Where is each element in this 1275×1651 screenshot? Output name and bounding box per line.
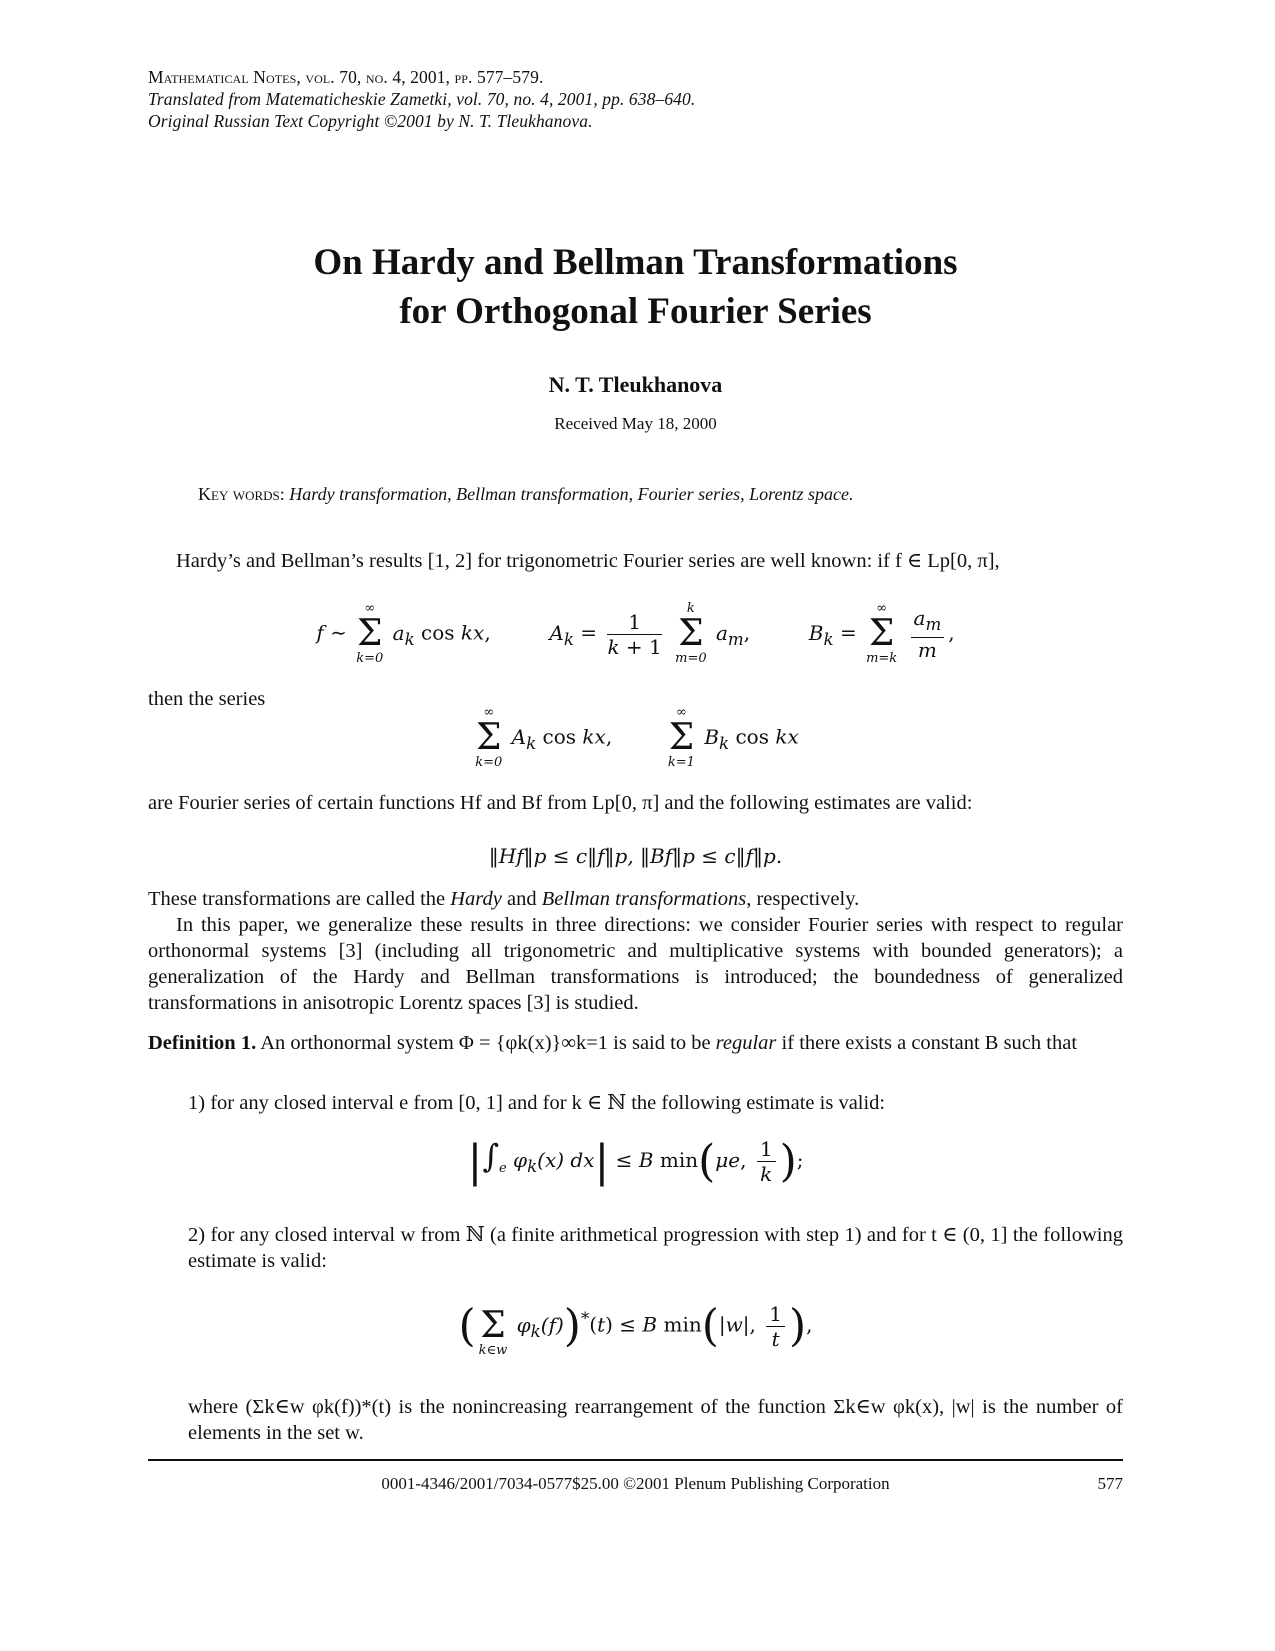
equation-1: f ∼ ∞ Σ k=0 $a_k$ cos kx, $A_k$ = $\frac{1}{k + 1}$ k Σ m=0 $a_m$, $B_k$ = ∞ Σ m=k $\frac{a_m}{m}$ , <box>316 601 955 666</box>
definition-1 <box>148 1030 1123 1056</box>
paper-title <box>148 238 1123 336</box>
definition-item-1: 1) for any closed interval e from [0, 1] and for k ∈ ℕ the following estimate is valid: <box>188 1092 886 1114</box>
paragraph-5: In this paper, we generalize these results in three directions: we consider Fourier series with respect to regular orthonormal systems [3] (including all trigonometric and multiplicative systems with bounded generators); a generalization of the Hardy and Bellman transformations is introduced; the boundedness of generalized transformations in anisotropic Lorentz spaces [3] is studied. <box>148 914 1123 1014</box>
definition-label: Definition 1. <box>148 1032 257 1054</box>
paragraph-3: are Fourier series of certain functions Hf and Bf from Lp[0, π] and the following estimates are valid: <box>148 792 973 814</box>
p4-part-a: These transformations are called the <box>148 888 451 910</box>
footer-rule <box>148 1459 1123 1461</box>
page <box>148 66 1123 1493</box>
translated-line: Translated from Matematicheskie Zametki, vol. 70, no. 4, 2001, pp. 638–640. <box>148 89 696 109</box>
paragraph-2: then the series <box>148 688 266 710</box>
footer-code: 0001-4346/2001/7034-0577$25.00 ©2001 Plenum Publishing Corporation <box>381 1474 890 1493</box>
author: N. T. Tleukhanova <box>548 372 723 397</box>
definition-text-a: An orthonormal system Φ = {φk(x)}∞k=1 is said to be <box>256 1032 716 1054</box>
equation-5: ( Σ k∈w $\varphi_k(f))^*(t) \le B$ min(|w|, $\frac{1}{t}$ ), <box>458 1300 813 1358</box>
where-clause: where (Σk∈w φk(f))*(t) is the nonincreasing rearrangement of the function Σk∈w φk(x), |w| is the number of elements in the set w. <box>188 1396 1123 1444</box>
page-number: 577 <box>1097 1474 1123 1493</box>
title-line-1: On Hardy and Bellman Transformations <box>313 242 958 283</box>
p4-part-c: , respectively. <box>746 888 860 910</box>
paragraph-1: Hardy’s and Bellman’s results [1, 2] for trigonometric Fourier series are well known: if f ∈ Lp[0, π], <box>176 550 1000 572</box>
equation-3: ‖Hf‖p ≤ c‖f‖p, ‖Bf‖p ≤ c‖f‖p. <box>488 844 783 868</box>
keywords <box>198 484 853 505</box>
journal-line: Mathematical Notes, vol. 70, no. 4, 2001, pp. 577–579. <box>148 67 544 87</box>
equation-4: $|\int_e$ $\varphi_k(x) dx| \le B$ min(μe, $\frac{1}{k}$ ); <box>467 1136 804 1187</box>
received-date: Received May 18, 2000 <box>554 414 717 433</box>
paragraph-4 <box>148 886 1123 912</box>
equation-2: ∞ Σ k=0 $A_k$ cos kx, ∞ Σ k=1 $B_k$ cos kx <box>475 705 799 770</box>
copyright-line: Original Russian Text Copyright ©2001 by N. T. Tleukhanova. <box>148 111 593 131</box>
header-block <box>148 66 1123 132</box>
definition-text-b: if there exists a constant B such that <box>776 1032 1078 1054</box>
keywords-text: Hardy transformation, Bellman transformation, Fourier series, Lorentz space. <box>289 484 854 504</box>
definition-regular: regular <box>715 1032 777 1054</box>
p4-part-b: and <box>501 888 542 910</box>
keywords-label: Key words: <box>198 484 285 504</box>
title-line-2: for Orthogonal Fourier Series <box>399 291 872 332</box>
definition-item-2: 2) for any closed interval w from ℕ (a finite arithmetical progression with step 1) and for t ∈ (0, 1] the following estimate is valid: <box>188 1224 1123 1272</box>
p4-hardy: Hardy <box>450 888 502 910</box>
p4-bellman: Bellman transformations <box>541 888 747 910</box>
